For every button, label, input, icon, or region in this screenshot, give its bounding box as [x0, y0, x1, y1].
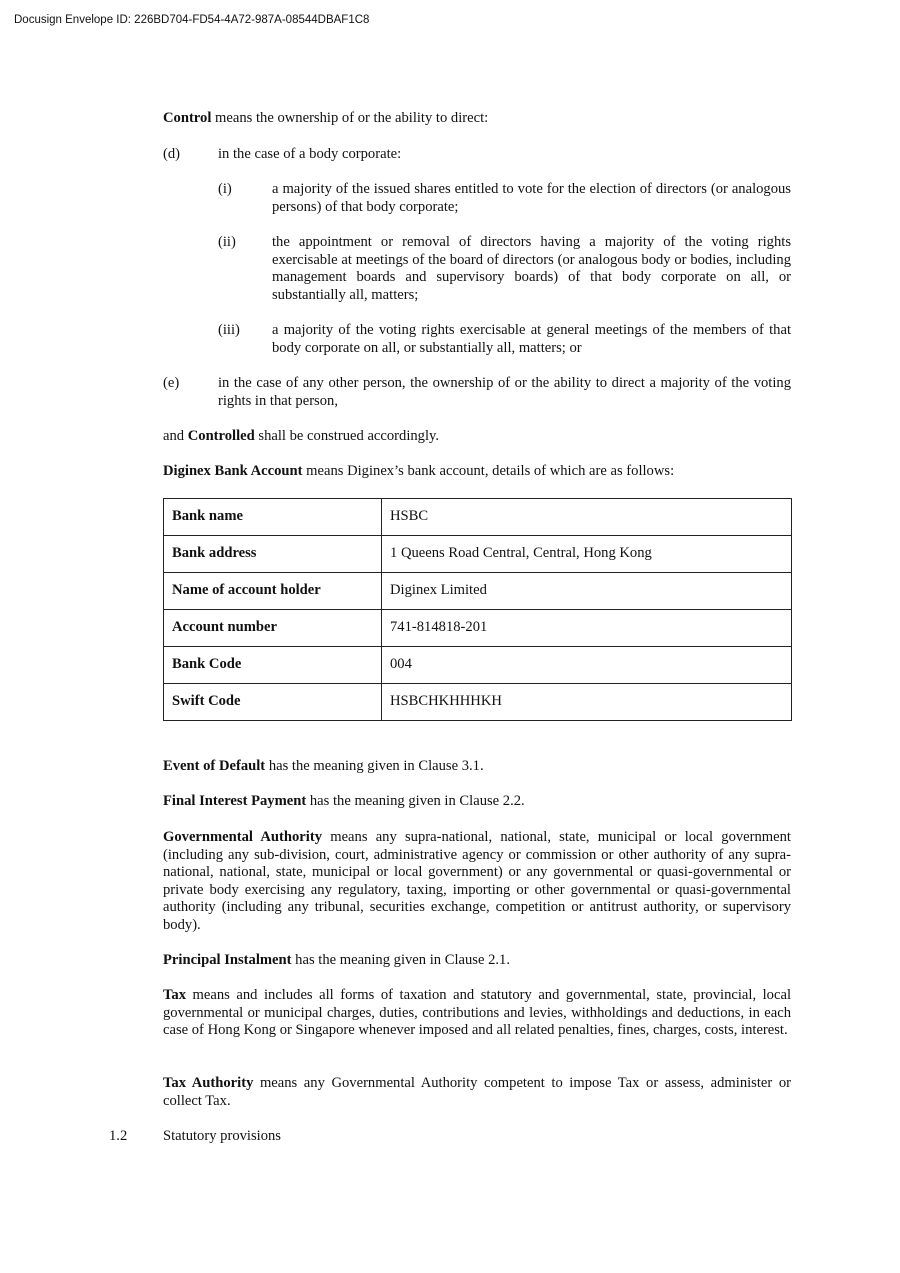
section-title: Statutory provisions: [163, 1128, 281, 1144]
definition-tax: [163, 987, 791, 1040]
table-value-cell: 1 Queens Road Central, Central, Hong Kong: [382, 536, 792, 573]
table-key-cell: Bank Code: [164, 647, 382, 684]
table-value-cell: 741-814818-201: [382, 610, 792, 647]
clause-i-text: a majority of the issued shares entitled to vote for the election of directors (or analogous persons) of that body corporate;: [272, 181, 791, 215]
clause-iii-label: (iii): [218, 322, 240, 338]
table-key-cell: Bank name: [164, 499, 382, 536]
table-value-cell: HSBCHKHHHKH: [382, 684, 792, 721]
definition-diginex-bank-account: [163, 463, 791, 481]
definition-principal-instalment: [163, 952, 791, 970]
table-key-cell: Account number: [164, 610, 382, 647]
clause-e-label: (e): [163, 375, 180, 391]
clause-i-label: (i): [218, 181, 232, 197]
term-diginex-bank-account: Diginex Bank Account: [163, 463, 303, 479]
docusign-envelope-id: Docusign Envelope ID: 226BD704-FD54-4A72-987A-08544DBAF1C8: [14, 14, 370, 26]
clause-d-label: (d): [163, 146, 181, 162]
term-controlled: Controlled: [187, 428, 255, 444]
table-row: [164, 684, 792, 721]
term-tax-authority: Tax Authority: [163, 1075, 254, 1091]
definition-governmental-authority: [163, 829, 791, 934]
section-number: 1.2: [109, 1128, 128, 1144]
term-control: Control: [163, 110, 212, 126]
definition-text: has the meaning given in Clause 2.1.: [295, 952, 510, 968]
term-event-of-default: Event of Default: [163, 758, 266, 774]
table-row: [164, 647, 792, 684]
term-final-interest-payment: Final Interest Payment: [163, 793, 307, 809]
table-row: [164, 610, 792, 647]
clause-d-text: in the case of a body corporate:: [218, 146, 402, 162]
table-value-cell: Diginex Limited: [382, 573, 792, 610]
bank-details-table: [163, 498, 792, 721]
table-value-cell: 004: [382, 647, 792, 684]
definition-text: means any supra-national, national, state, municipal or local government (including any sub-division, court, administrative agency or commission or other authority of any supra-national, national, state, municipal or local government) or any governmental or quasi-governmental or private body exercising any regulatory, taxing, importing or other governmental or quasi-governmental authority (including any tribunal, securities exchange, competition or antitrust authority, or supervisory body).: [163, 829, 791, 933]
term-principal-instalment: Principal Instalment: [163, 952, 292, 968]
definition-text: means and includes all forms of taxation and statutory and governmental, state, provincial, local governmental or municipal charges, duties, contributions and levies, withholdings and deductions, in each case of Hong Kong or Singapore whenever imposed and all related penalties, fines, charges, costs, interest.: [163, 987, 791, 1038]
table-row: [164, 499, 792, 536]
definition-text: has the meaning given in Clause 2.2.: [309, 793, 525, 809]
table-key-cell: Bank address: [164, 536, 382, 573]
term-governmental-authority: Governmental Authority: [163, 829, 322, 845]
definition-control: [163, 110, 791, 128]
controlled-prefix: and: [163, 428, 185, 444]
clause-ii-text: the appointment or removal of directors having a majority of the voting rights exercisable at meetings of the board of directors (or analogous body or bodies, including management boards and supervisory boards) of that body corporate on all, or substantially all, matters;: [272, 234, 791, 303]
table-value-cell: HSBC: [382, 499, 792, 536]
definition-controlled: [163, 428, 791, 446]
definition-text: means any Governmental Authority competent to impose Tax or assess, administer or collect Tax.: [163, 1075, 791, 1109]
definition-text: has the meaning given in Clause 3.1.: [268, 758, 484, 774]
definition-event-of-default: [163, 758, 791, 776]
clause-iii-text: a majority of the voting rights exercisable at general meetings of the members of that body corporate on all, or substantially all, matters; or: [272, 322, 791, 356]
definition-final-interest-payment: [163, 793, 791, 811]
clause-e-text: in the case of any other person, the ownership of or the ability to direct a majority of the voting rights in that person,: [218, 375, 791, 409]
definition-tax-authority: [163, 1075, 791, 1110]
term-tax: Tax: [163, 987, 186, 1003]
definition-control-text: means the ownership of or the ability to direct:: [215, 110, 489, 126]
clause-ii-label: (ii): [218, 234, 236, 250]
table-row: [164, 573, 792, 610]
definition-bank-account-text: means Diginex’s bank account, details of which are as follows:: [306, 463, 675, 479]
controlled-suffix: shall be construed accordingly.: [258, 428, 440, 444]
table-key-cell: Swift Code: [164, 684, 382, 721]
table-row: [164, 536, 792, 573]
table-key-cell: Name of account holder: [164, 573, 382, 610]
